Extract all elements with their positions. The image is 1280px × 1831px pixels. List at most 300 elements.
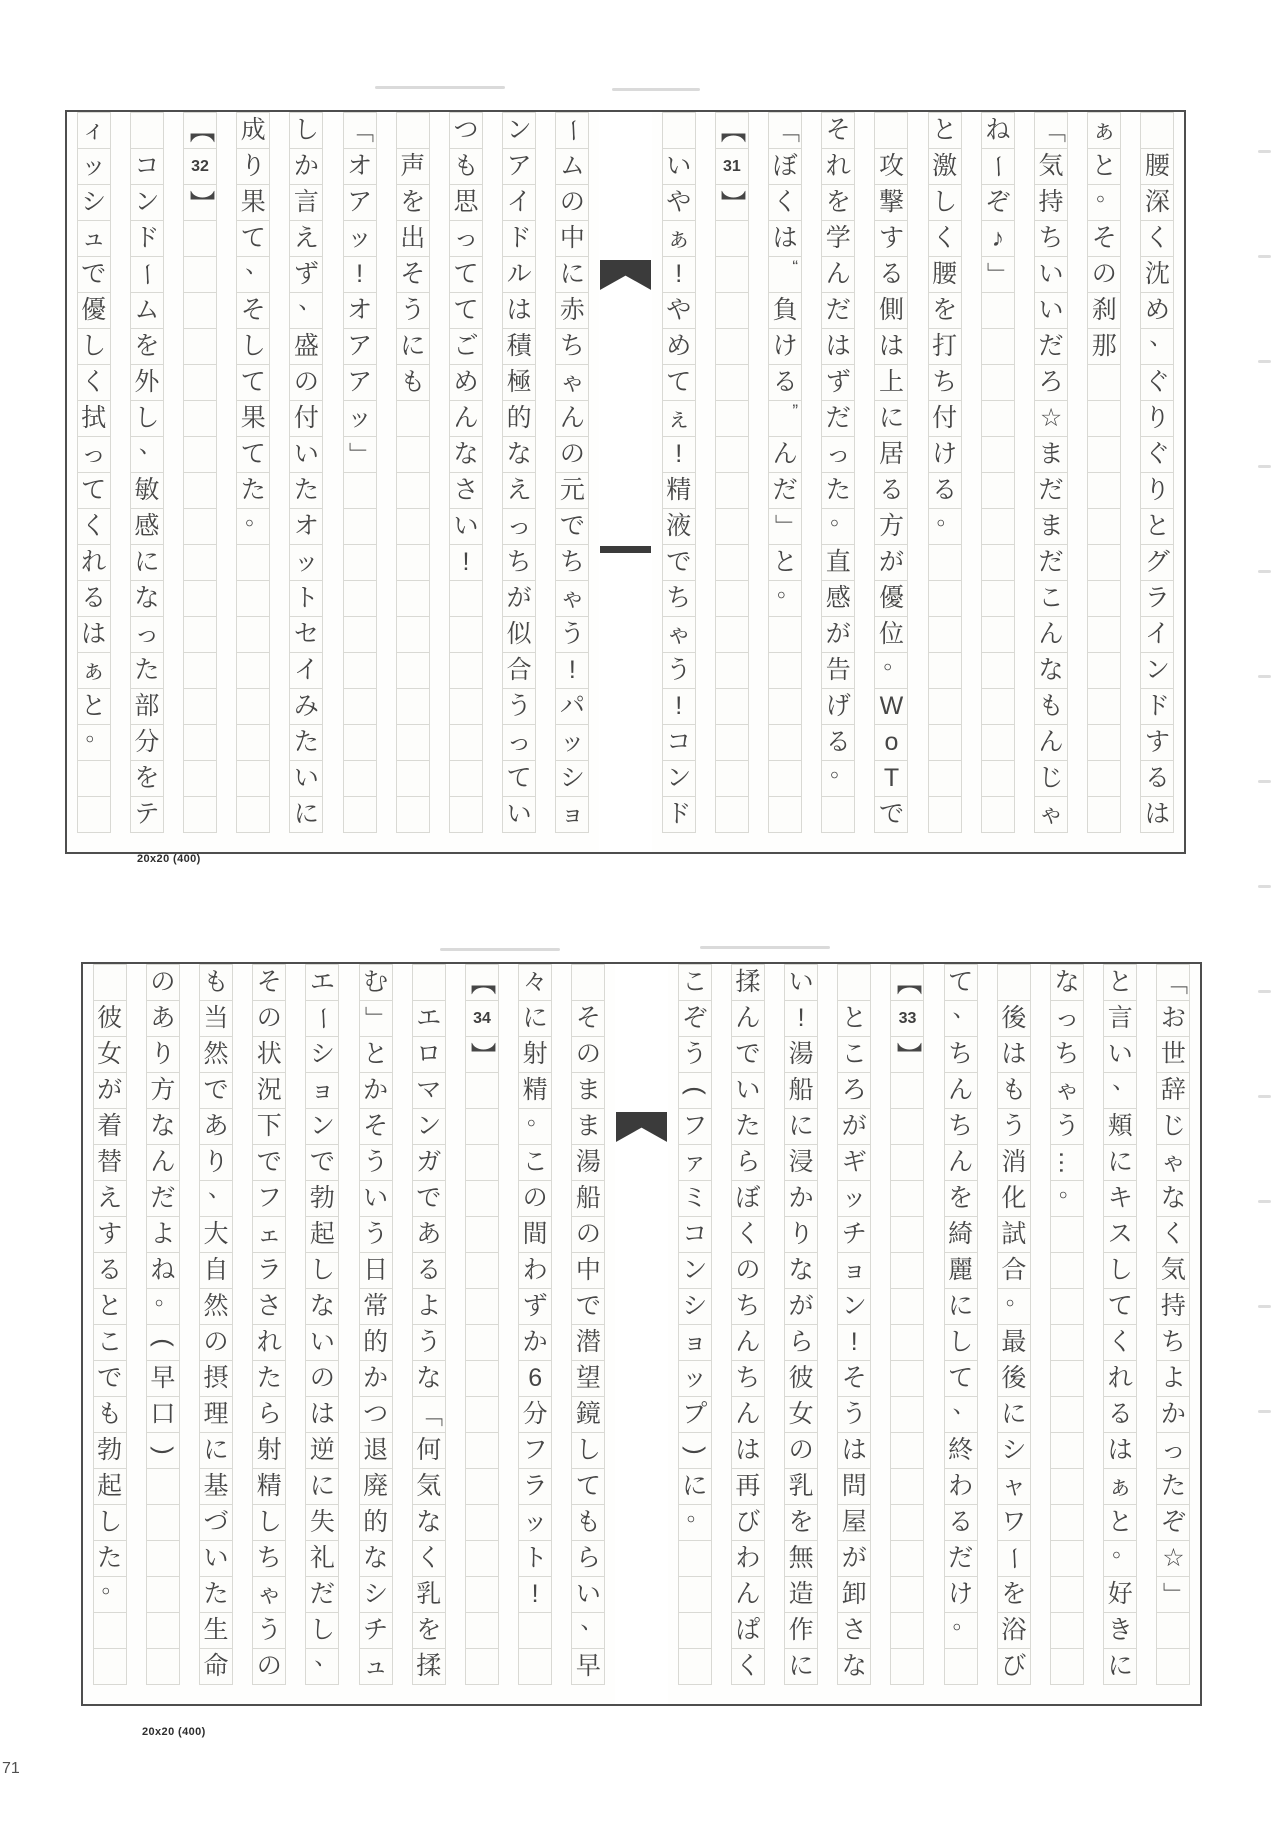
grid-cell [1034, 436, 1068, 473]
manuscript-character: し [97, 1508, 123, 1536]
manuscript-character: ア [347, 332, 373, 360]
manuscript-character: ち [559, 548, 585, 576]
grid-cell [821, 544, 855, 581]
manuscript-character: き [1107, 1616, 1133, 1644]
grid-cell [874, 256, 908, 293]
manuscript-character: イ [293, 656, 319, 684]
manuscript-character: ワ [1001, 1508, 1027, 1536]
manuscript-character: チ [363, 1616, 389, 1644]
manuscript-character: 、 [952, 995, 976, 1021]
grid-cell [1087, 472, 1121, 509]
manuscript-character: ち [948, 1112, 974, 1140]
grid-cell [890, 1396, 924, 1433]
grid-cell [1156, 1108, 1190, 1145]
scan-artifact [1258, 1305, 1271, 1308]
manuscript-character: ム [134, 296, 160, 324]
grid-cell [837, 1288, 871, 1325]
grid-cell [183, 328, 217, 365]
manuscript-character: よ [416, 1292, 442, 1320]
grid-cell [821, 652, 855, 689]
grid-cell [715, 328, 749, 365]
grid-cell [731, 1324, 765, 1361]
manuscript-character: が [878, 548, 904, 576]
manuscript-character: は [1001, 1040, 1027, 1068]
grid-cell [731, 1468, 765, 1505]
scan-artifact [1258, 990, 1271, 993]
grid-cell [502, 760, 536, 797]
manuscript-character: ♪ [991, 224, 1005, 252]
grid-cell [837, 1324, 871, 1361]
manuscript-character: し [293, 116, 319, 144]
manuscript-character: ☆ [1039, 404, 1063, 432]
grid-cell [1140, 580, 1174, 617]
manuscript-character: ゃ [256, 1580, 282, 1608]
grid-cell [784, 1468, 818, 1505]
grid-cell [93, 1108, 127, 1145]
grid-cell [1156, 1540, 1190, 1577]
manuscript-character: で [559, 512, 585, 540]
manuscript-character: ン [1144, 656, 1170, 684]
manuscript-character: を [400, 188, 426, 216]
grid-cell [252, 1468, 286, 1505]
grid-cell [571, 964, 605, 1001]
manuscript-character: ん [948, 1148, 974, 1176]
manuscript-character: な [309, 1292, 335, 1320]
manuscript-character: 攻 [878, 152, 904, 180]
grid-cell [890, 1216, 924, 1253]
manuscript-character: 34 [473, 1009, 491, 1027]
grid-cell [997, 1324, 1031, 1361]
grid-cell [555, 796, 589, 833]
grid-cell [252, 1648, 286, 1685]
grid-cell [731, 1072, 765, 1109]
manuscript-character: な [416, 1364, 442, 1392]
grid-cell [890, 1144, 924, 1181]
grid-cell [1140, 400, 1174, 437]
manuscript-character: や [666, 296, 692, 324]
grid-cell [396, 616, 430, 653]
text-column [934, 964, 987, 1704]
grid-cell [252, 1180, 286, 1217]
manuscript-character: 潜 [575, 1328, 601, 1356]
grid-cell [784, 1180, 818, 1217]
grid-cell [465, 1432, 499, 1469]
grid-cell [1156, 1000, 1190, 1037]
manuscript-character: の [256, 1004, 282, 1032]
manuscript-character: う [506, 692, 532, 720]
grid-cell [768, 364, 802, 401]
grid-cell [412, 1216, 446, 1253]
grid-cell [731, 1108, 765, 1145]
grid-cell [890, 1432, 924, 1469]
text-column [721, 964, 774, 1704]
manuscript-character: に [293, 800, 319, 828]
grid-cell [555, 544, 589, 581]
manuscript-character: う [666, 656, 692, 684]
manuscript-character: … [1053, 1150, 1082, 1175]
manuscript-character: く [81, 368, 107, 396]
manuscript-character: 思 [453, 188, 479, 216]
manuscript-character: 「 [415, 1401, 444, 1428]
grid-cell [396, 220, 430, 257]
manuscript-character: 分 [134, 728, 160, 756]
grid-cell [252, 1396, 286, 1433]
text-column [120, 112, 173, 852]
grid-cell [518, 1180, 552, 1217]
section-heading-column [455, 964, 508, 1704]
manuscript-character: ! [531, 1580, 539, 1608]
grid-cell [1103, 1000, 1137, 1037]
grid-cell [928, 328, 962, 365]
manuscript-character: た [735, 1112, 761, 1140]
grid-cell [715, 436, 749, 473]
manuscript-character: と [1091, 152, 1117, 180]
manuscript-character: う [1054, 1112, 1080, 1140]
text-column [136, 964, 189, 1704]
grid-cell [305, 1504, 339, 1541]
grid-cell [199, 1504, 233, 1541]
grid-cell [662, 544, 696, 581]
grid-cell [944, 1252, 978, 1289]
manuscript-character: テ [134, 800, 160, 828]
grid-cell [396, 472, 430, 509]
grid-cell [981, 616, 1015, 653]
manuscript-character: 自 [203, 1256, 229, 1284]
manuscript-character: る [416, 1256, 442, 1284]
manuscript-character: ー [984, 153, 1013, 180]
grid-cell [449, 688, 483, 725]
manuscript-character: イ [506, 188, 532, 216]
manuscript-character: ァ [682, 1148, 708, 1176]
grid-cell [1087, 688, 1121, 725]
manuscript-character: し [309, 1256, 335, 1284]
grid-cell [890, 1324, 924, 1361]
grid-cell [1103, 1468, 1137, 1505]
manuscript-character: ん [735, 1580, 761, 1608]
manuscript-character: だ [1038, 476, 1064, 504]
manuscript-character: ご [453, 332, 479, 360]
grid-cell [944, 1288, 978, 1325]
grid-cell [252, 1360, 286, 1397]
grid-cell [465, 1036, 499, 1073]
grid-cell [199, 1324, 233, 1361]
manuscript-character: ん [1038, 620, 1064, 648]
manuscript-character: そ [575, 1004, 601, 1032]
grid-cell [396, 724, 430, 761]
manuscript-character: る [1107, 1400, 1133, 1428]
grid-cell [555, 436, 589, 473]
grid-cell [130, 220, 164, 257]
grid-cell [944, 1648, 978, 1685]
grid-cell [997, 1504, 1031, 1541]
grid-cell [555, 616, 589, 653]
grid-cell [502, 580, 536, 617]
manuscript-character: 廃 [363, 1472, 389, 1500]
grid-cell [396, 148, 430, 185]
manuscript-character: は [825, 332, 851, 360]
grid-cell [768, 575, 802, 617]
manuscript-character: 言 [1107, 1004, 1133, 1032]
manuscript-character: 精 [256, 1472, 282, 1500]
manuscript-character: 常 [363, 1292, 389, 1320]
grid-cell [571, 1324, 605, 1361]
grid-cell [236, 251, 270, 293]
grid-cell [1103, 1288, 1137, 1325]
manuscript-character: 方 [150, 1076, 176, 1104]
manuscript-character: に [1107, 1652, 1133, 1680]
grid-cell [944, 1324, 978, 1361]
manuscript-character: ゃ [1038, 800, 1064, 828]
grid-cell [821, 184, 855, 221]
grid-cell [146, 1036, 180, 1073]
manuscript-character: つ [363, 1400, 389, 1428]
grid-cell [343, 148, 377, 185]
text-column [1040, 964, 1093, 1704]
manuscript-character: ラ [522, 1472, 548, 1500]
manuscript-grid-bottom [81, 962, 1202, 1706]
grid-cell [981, 724, 1015, 761]
manuscript-character: 持 [1160, 1292, 1186, 1320]
grid-cell [77, 616, 111, 653]
manuscript-character: ギ [841, 1148, 867, 1176]
manuscript-character: 試 [1001, 1220, 1027, 1248]
grid-cell [1034, 148, 1068, 185]
manuscript-character: 船 [575, 1184, 601, 1212]
manuscript-character: ろ [1038, 368, 1064, 396]
grid-cell [768, 148, 802, 185]
grid-cell [449, 796, 483, 833]
manuscript-character: あ [203, 1112, 229, 1140]
grid-cell [944, 995, 978, 1037]
grid-cell [997, 1360, 1031, 1397]
grid-cell [183, 544, 217, 581]
grid-cell [305, 1432, 339, 1469]
manuscript-character: ン [309, 1112, 335, 1140]
grid-cell [518, 1144, 552, 1181]
manuscript-character: ち [948, 1040, 974, 1068]
grid-cell [146, 1576, 180, 1613]
grid-cell [412, 1144, 446, 1181]
grid-cell [518, 1036, 552, 1073]
manuscript-character: コ [682, 1220, 708, 1248]
grid-cell [252, 1216, 286, 1253]
manuscript-character: ん [772, 440, 798, 468]
grid-cell [928, 503, 962, 545]
grid-cell [784, 1324, 818, 1361]
manuscript-character: 腰 [932, 260, 958, 288]
grid-cell [93, 1396, 127, 1433]
grid-cell [1087, 220, 1121, 257]
manuscript-character: パ [559, 692, 585, 720]
grid-cell [981, 580, 1015, 617]
manuscript-character: 、 [245, 251, 269, 277]
grid-cell [289, 544, 323, 581]
grid-cell [1140, 760, 1174, 797]
grid-cell [359, 1468, 393, 1505]
grid-cell [146, 1612, 180, 1649]
manuscript-character: 下 [256, 1112, 282, 1140]
manuscript-character: 「 [1159, 969, 1188, 996]
manuscript-character: 部 [134, 692, 160, 720]
grid-cell [555, 652, 589, 689]
grid-cell [289, 184, 323, 221]
manuscript-character: 上 [878, 368, 904, 396]
grid-cell [837, 1000, 871, 1037]
grid-cell [449, 616, 483, 653]
text-column [67, 112, 120, 852]
manuscript-character: た [293, 476, 319, 504]
grid-cell [183, 220, 217, 257]
manuscript-character: 的 [363, 1508, 389, 1536]
manuscript-character: し [948, 1328, 974, 1356]
manuscript-character: う [841, 1400, 867, 1428]
grid-cell [662, 256, 696, 293]
grid-cell [662, 148, 696, 185]
grid-cell [928, 220, 962, 257]
manuscript-character: て [666, 368, 692, 396]
grid-cell [662, 508, 696, 545]
grid-cell [130, 616, 164, 653]
manuscript-character: 気 [1038, 152, 1064, 180]
grid-cell [465, 1648, 499, 1685]
manuscript-character: に [134, 548, 160, 576]
grid-cell [837, 1216, 871, 1253]
grid-cell [449, 652, 483, 689]
grid-cell [1103, 1535, 1137, 1577]
grid-cell [502, 796, 536, 833]
grid-cell [518, 1288, 552, 1325]
scan-artifact [612, 88, 700, 91]
manuscript-character: て [948, 968, 974, 996]
grid-cell [678, 1432, 712, 1469]
manuscript-character: ち [735, 1364, 761, 1392]
manuscript-character: ッ [841, 1184, 867, 1212]
manuscript-character: 「 [1037, 117, 1066, 144]
grid-cell [715, 508, 749, 545]
grid-cell [396, 184, 430, 221]
manuscript-character: て [240, 224, 266, 252]
manuscript-character: る [878, 476, 904, 504]
manuscript-character: 精 [666, 476, 692, 504]
manuscript-character: フ [256, 1184, 282, 1212]
grid-cell [412, 1000, 446, 1037]
grid-cell [130, 431, 164, 473]
manuscript-character: じ [1160, 1112, 1186, 1140]
manuscript-character: は [735, 1436, 761, 1464]
grid-cell [465, 1396, 499, 1433]
grid-cell [768, 328, 802, 365]
section-heading-column [881, 964, 934, 1704]
manuscript-character: れ [1107, 1364, 1133, 1392]
manuscript-character: 大 [203, 1220, 229, 1248]
gutter-ribbon-mark [600, 260, 651, 290]
manuscript-character: ち [559, 332, 585, 360]
grid-cell [236, 544, 270, 581]
manuscript-character: ら [575, 1544, 601, 1572]
grid-cell [77, 328, 111, 365]
manuscript-character: 。 [883, 647, 907, 673]
grid-cell [874, 760, 908, 797]
manuscript-character: 」 [984, 261, 1013, 288]
grid-cell [715, 652, 749, 689]
grid-cell [93, 1000, 127, 1037]
grid-cell [1034, 328, 1068, 365]
grid-cell [890, 1252, 924, 1289]
manuscript-character: い [506, 800, 532, 828]
manuscript-character: 付 [932, 404, 958, 432]
manuscript-character: ん [735, 1004, 761, 1032]
grid-cell [130, 760, 164, 797]
grid-cell [555, 724, 589, 761]
grid-cell [502, 544, 536, 581]
grid-cell [874, 796, 908, 833]
grid-cell [890, 1108, 924, 1145]
grid-cell [662, 760, 696, 797]
grid-cell [130, 472, 164, 509]
grid-cell [715, 580, 749, 617]
manuscript-character: 問 [841, 1472, 867, 1500]
grid-cell [130, 652, 164, 689]
grid-cell [928, 148, 962, 185]
grid-cell [305, 1036, 339, 1073]
manuscript-character: う [1001, 1112, 1027, 1140]
manuscript-character: れ [256, 1328, 282, 1356]
grid-cell [396, 112, 430, 149]
manuscript-character: ん [735, 1328, 761, 1356]
scan-artifact [375, 86, 505, 89]
grid-cell [928, 184, 962, 221]
grid-cell [465, 964, 499, 1001]
manuscript-character: く [1160, 1220, 1186, 1248]
grid-cell [305, 1643, 339, 1685]
manuscript-character: で [256, 1148, 282, 1176]
manuscript-character: ( [149, 1338, 178, 1347]
grid-cell [874, 148, 908, 185]
manuscript-character: 側 [878, 296, 904, 324]
grid-cell [289, 400, 323, 437]
grid-cell [343, 256, 377, 293]
grid-cell [465, 1360, 499, 1397]
manuscript-character: す [878, 224, 904, 252]
grid-cell [146, 1360, 180, 1397]
manuscript-character: 的 [363, 1328, 389, 1356]
grid-cell [359, 1180, 393, 1217]
grid-cell [412, 1468, 446, 1505]
grid-cell [1050, 1396, 1084, 1433]
grid-cell [518, 1468, 552, 1505]
grid-cell [784, 1504, 818, 1541]
manuscript-character: か [293, 152, 319, 180]
grid-cell [183, 508, 217, 545]
grid-cell [874, 724, 908, 761]
manuscript-character: が [841, 1544, 867, 1572]
grid-cell [289, 364, 323, 401]
manuscript-character: 浴 [1001, 1616, 1027, 1644]
grid-cell [1156, 1612, 1190, 1649]
manuscript-character: ョ [309, 1076, 335, 1104]
manuscript-character: 腰 [1144, 152, 1170, 180]
manuscript-character: そ [1091, 224, 1117, 252]
manuscript-character: 、 [314, 1643, 338, 1669]
manuscript-character: ド [506, 224, 532, 252]
grid-cell [662, 616, 696, 653]
grid-cell [1103, 964, 1137, 1001]
grid-cell [412, 1540, 446, 1577]
manuscript-character: 女 [788, 1400, 814, 1428]
manuscript-character: こ [1038, 584, 1064, 612]
grid-cell [1034, 184, 1068, 221]
manuscript-character: 。 [686, 1499, 710, 1525]
